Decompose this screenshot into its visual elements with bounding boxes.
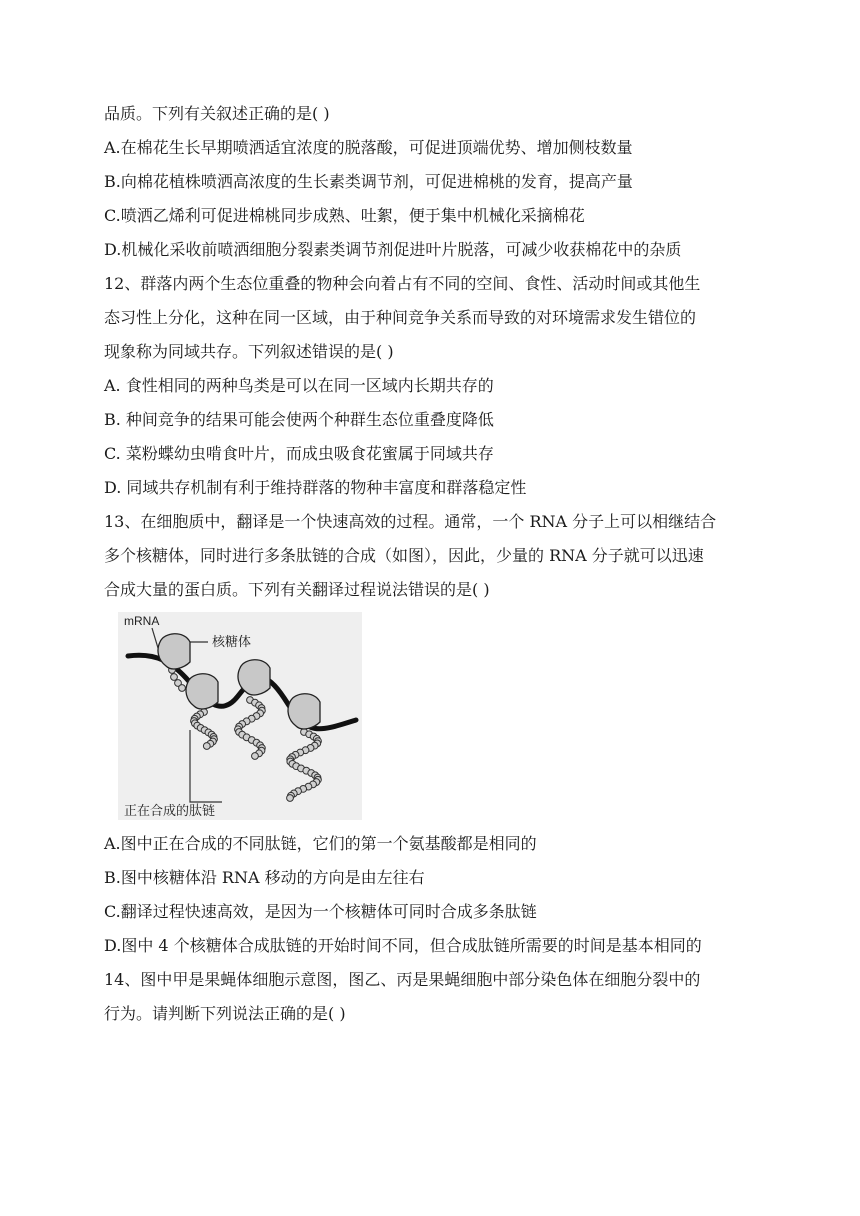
peptide-chain-3-bead bbox=[252, 753, 259, 760]
q12-stem-line-2: 态习性上分化，这种在同一区域，由于种间竞争关系而导致的对环境需求发生错位的 bbox=[104, 308, 697, 327]
peptide-label: 正在合成的肽链 bbox=[124, 804, 216, 819]
ribosome-1 bbox=[158, 634, 190, 669]
ribosome-4 bbox=[288, 694, 320, 729]
q13-option-d: D.图中 4 个核糖体合成肽链的开始时间不同，但合成肽链所需要的时间是基本相同的 bbox=[104, 936, 702, 955]
q12-option-c: C. 菜粉蝶幼虫啃食叶片，而成虫吸食花蜜属于同域共存 bbox=[104, 444, 494, 463]
mrna-label: mRNA bbox=[124, 614, 160, 628]
q13-option-b: B.图中核糖体沿 RNA 移动的方向是由左往右 bbox=[104, 868, 425, 887]
peptide-chain-2-bead bbox=[203, 743, 210, 750]
q11-option-a: A.在棉花生长早期喷洒适宜浓度的脱落酸，可促进顶端优势、增加侧枝数量 bbox=[104, 138, 633, 157]
q11-option-b: B.向棉花植株喷洒高浓度的生长素类调节剂，可促进棉桃的发育，提高产量 bbox=[104, 172, 633, 191]
q12-stem-line-1: 12、群落内两个生态位重叠的物种会向着占有不同的空间、食性、活动时间或其他生 bbox=[104, 274, 701, 293]
q11-option-d: D.机械化采收前喷洒细胞分裂素类调节剂促进叶片脱落，可减少收获棉花中的杂质 bbox=[104, 240, 682, 259]
peptide-chain-4-bead bbox=[287, 795, 294, 802]
peptide-chain-1-bead bbox=[171, 674, 178, 681]
q13-stem-line-2: 多个核糖体，同时进行多条肽链的合成（如图），因此，少量的 RNA 分子就可以迅速 bbox=[104, 546, 704, 565]
q13-option-a: A.图中正在合成的不同肽链，它们的第一个氨基酸都是相同的 bbox=[104, 834, 537, 853]
q14-stem-line-1: 14、图中甲是果蝇体细胞示意图，图乙、丙是果蝇细胞中部分染色体在细胞分裂中的 bbox=[104, 970, 701, 989]
q14-stem-line-2: 行为。请判断下列说法正确的是( ) bbox=[104, 1004, 346, 1023]
q11-stem-end: 品质。下列有关叙述正确的是( ) bbox=[104, 104, 330, 123]
peptide-chain-1-bead bbox=[179, 685, 186, 692]
q13-stem-line-1: 13、在细胞质中，翻译是一个快速高效的过程。通常，一个 RNA 分子上可以相继结合 bbox=[104, 512, 717, 531]
q11-option-c: C.喷洒乙烯利可促进棉桃同步成熟、吐絮，便于集中机械化采摘棉花 bbox=[104, 206, 585, 225]
q13-option-c: C.翻译过程快速高效，是因为一个核糖体可同时合成多条肽链 bbox=[104, 902, 537, 921]
polyribosome-diagram bbox=[118, 612, 362, 820]
translation-figure bbox=[118, 612, 362, 820]
q12-option-a: A. 食性相同的两种鸟类是可以在同一区域内长期共存的 bbox=[104, 376, 494, 395]
ribosome-3 bbox=[238, 660, 270, 695]
q12-stem-line-3: 现象称为同域共存。下列叙述错误的是( ) bbox=[104, 342, 394, 361]
q12-option-b: B. 种间竞争的结果可能会使两个种群生态位重叠度降低 bbox=[104, 410, 494, 429]
ribosome-label: 核糖体 bbox=[212, 635, 252, 650]
q13-stem-line-3: 合成大量的蛋白质。下列有关翻译过程说法错误的是( ) bbox=[104, 580, 490, 599]
q12-option-d: D. 同域共存机制有利于维持群落的物种丰富度和群落稳定性 bbox=[104, 478, 527, 497]
ribosome-2 bbox=[186, 674, 218, 709]
